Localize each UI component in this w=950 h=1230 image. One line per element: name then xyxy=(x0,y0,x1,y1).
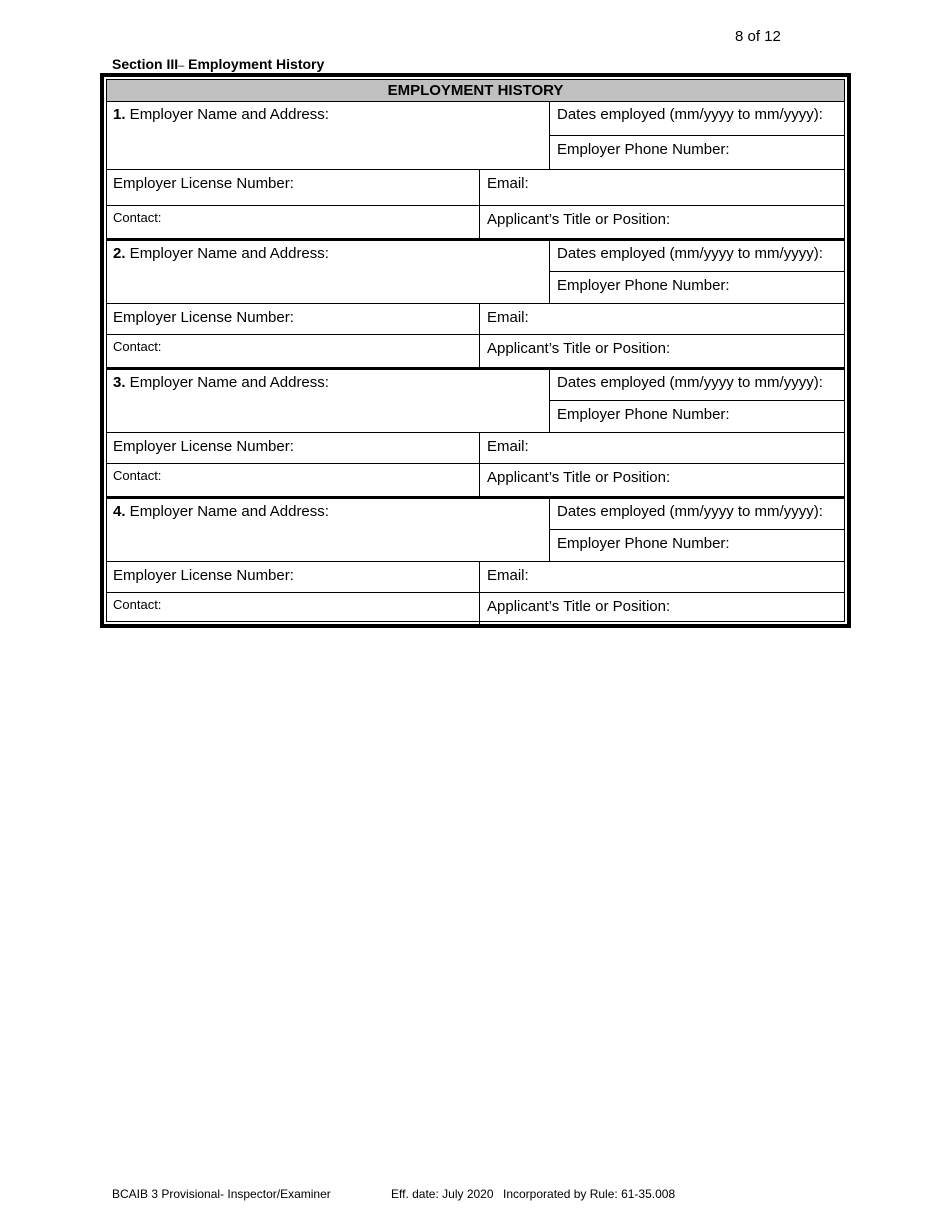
entry-number: 4. xyxy=(113,503,126,520)
contact-label: Contact: xyxy=(113,210,162,225)
employer-name-address-label xyxy=(113,503,329,520)
horizontal-divider xyxy=(107,205,844,206)
applicant-title-label: Applicant’s Title or Position: xyxy=(487,211,671,228)
employment-history-table xyxy=(100,73,851,628)
horizontal-divider xyxy=(107,432,844,433)
email-label: Email: xyxy=(487,438,529,455)
employer-license-label: Employer License Number: xyxy=(113,438,294,455)
entry-separator xyxy=(107,496,844,499)
employer-license-label: Employer License Number: xyxy=(113,175,294,192)
section-title-prefix: Section III xyxy=(112,56,179,72)
entry-separator xyxy=(107,367,844,370)
applicant-title-label: Applicant’s Title or Position: xyxy=(487,469,671,486)
contact-label: Contact: xyxy=(113,339,162,354)
employer-phone-label: Employer Phone Number: xyxy=(557,535,730,552)
employer-phone-label: Employer Phone Number: xyxy=(557,406,730,423)
email-label: Email: xyxy=(487,567,529,584)
email-label: Email: xyxy=(487,175,529,192)
horizontal-divider xyxy=(107,592,844,593)
name-address-text: Employer Name and Address: xyxy=(125,106,329,123)
dates-employed-label: Dates employed (mm/yyyy to mm/yyyy): xyxy=(557,503,823,520)
employer-license-label: Employer License Number: xyxy=(113,309,294,326)
horizontal-divider xyxy=(107,463,844,464)
section-title-suffix: Employment History xyxy=(184,56,325,72)
horizontal-divider xyxy=(107,169,844,170)
employer-name-address-label xyxy=(113,106,329,123)
entry-separator xyxy=(107,238,844,241)
vertical-divider xyxy=(479,432,480,499)
section-title-dash: – xyxy=(178,60,185,72)
footer-effective-date: Eff. date: July 2020 xyxy=(391,1187,494,1201)
applicant-title-label: Applicant’s Title or Position: xyxy=(487,340,671,357)
table-header: EMPLOYMENT HISTORY xyxy=(107,80,844,102)
employer-entry-3 xyxy=(107,370,844,499)
vertical-divider xyxy=(479,303,480,370)
employer-phone-label: Employer Phone Number: xyxy=(557,277,730,294)
vertical-divider xyxy=(549,499,550,561)
horizontal-divider xyxy=(107,303,844,304)
employer-phone-label: Employer Phone Number: xyxy=(557,141,730,158)
contact-label: Contact: xyxy=(113,597,162,612)
name-address-text: Employer Name and Address: xyxy=(125,503,329,520)
footer-form-name: BCAIB 3 Provisional- Inspector/Examiner xyxy=(112,1187,331,1201)
entry-number: 3. xyxy=(113,374,126,391)
applicant-title-label: Applicant’s Title or Position: xyxy=(487,598,671,615)
horizontal-divider xyxy=(549,135,844,136)
horizontal-divider xyxy=(107,561,844,562)
vertical-divider xyxy=(479,561,480,626)
page-number: 8 of 12 xyxy=(735,28,781,45)
entry-number: 1. xyxy=(113,106,126,123)
table-inner-frame xyxy=(106,79,845,622)
dates-employed-label: Dates employed (mm/yyyy to mm/yyyy): xyxy=(557,374,823,391)
employer-entry-2 xyxy=(107,241,844,370)
horizontal-divider xyxy=(549,529,844,530)
footer-rule: Incorporated by Rule: 61-35.008 xyxy=(503,1187,676,1201)
horizontal-divider xyxy=(549,271,844,272)
employer-name-address-label xyxy=(113,374,329,391)
section-title xyxy=(112,56,324,72)
employer-name-address-label xyxy=(113,245,329,262)
vertical-divider xyxy=(549,370,550,432)
contact-label: Contact: xyxy=(113,468,162,483)
dates-employed-label: Dates employed (mm/yyyy to mm/yyyy): xyxy=(557,106,823,123)
horizontal-divider xyxy=(107,334,844,335)
employer-license-label: Employer License Number: xyxy=(113,567,294,584)
email-label: Email: xyxy=(487,309,529,326)
name-address-text: Employer Name and Address: xyxy=(125,245,329,262)
dates-employed-label: Dates employed (mm/yyyy to mm/yyyy): xyxy=(557,245,823,262)
employer-entry-1 xyxy=(107,102,844,241)
employer-entry-4 xyxy=(107,499,844,626)
vertical-divider xyxy=(549,241,550,303)
horizontal-divider xyxy=(549,400,844,401)
entry-number: 2. xyxy=(113,245,126,262)
name-address-text: Employer Name and Address: xyxy=(125,374,329,391)
